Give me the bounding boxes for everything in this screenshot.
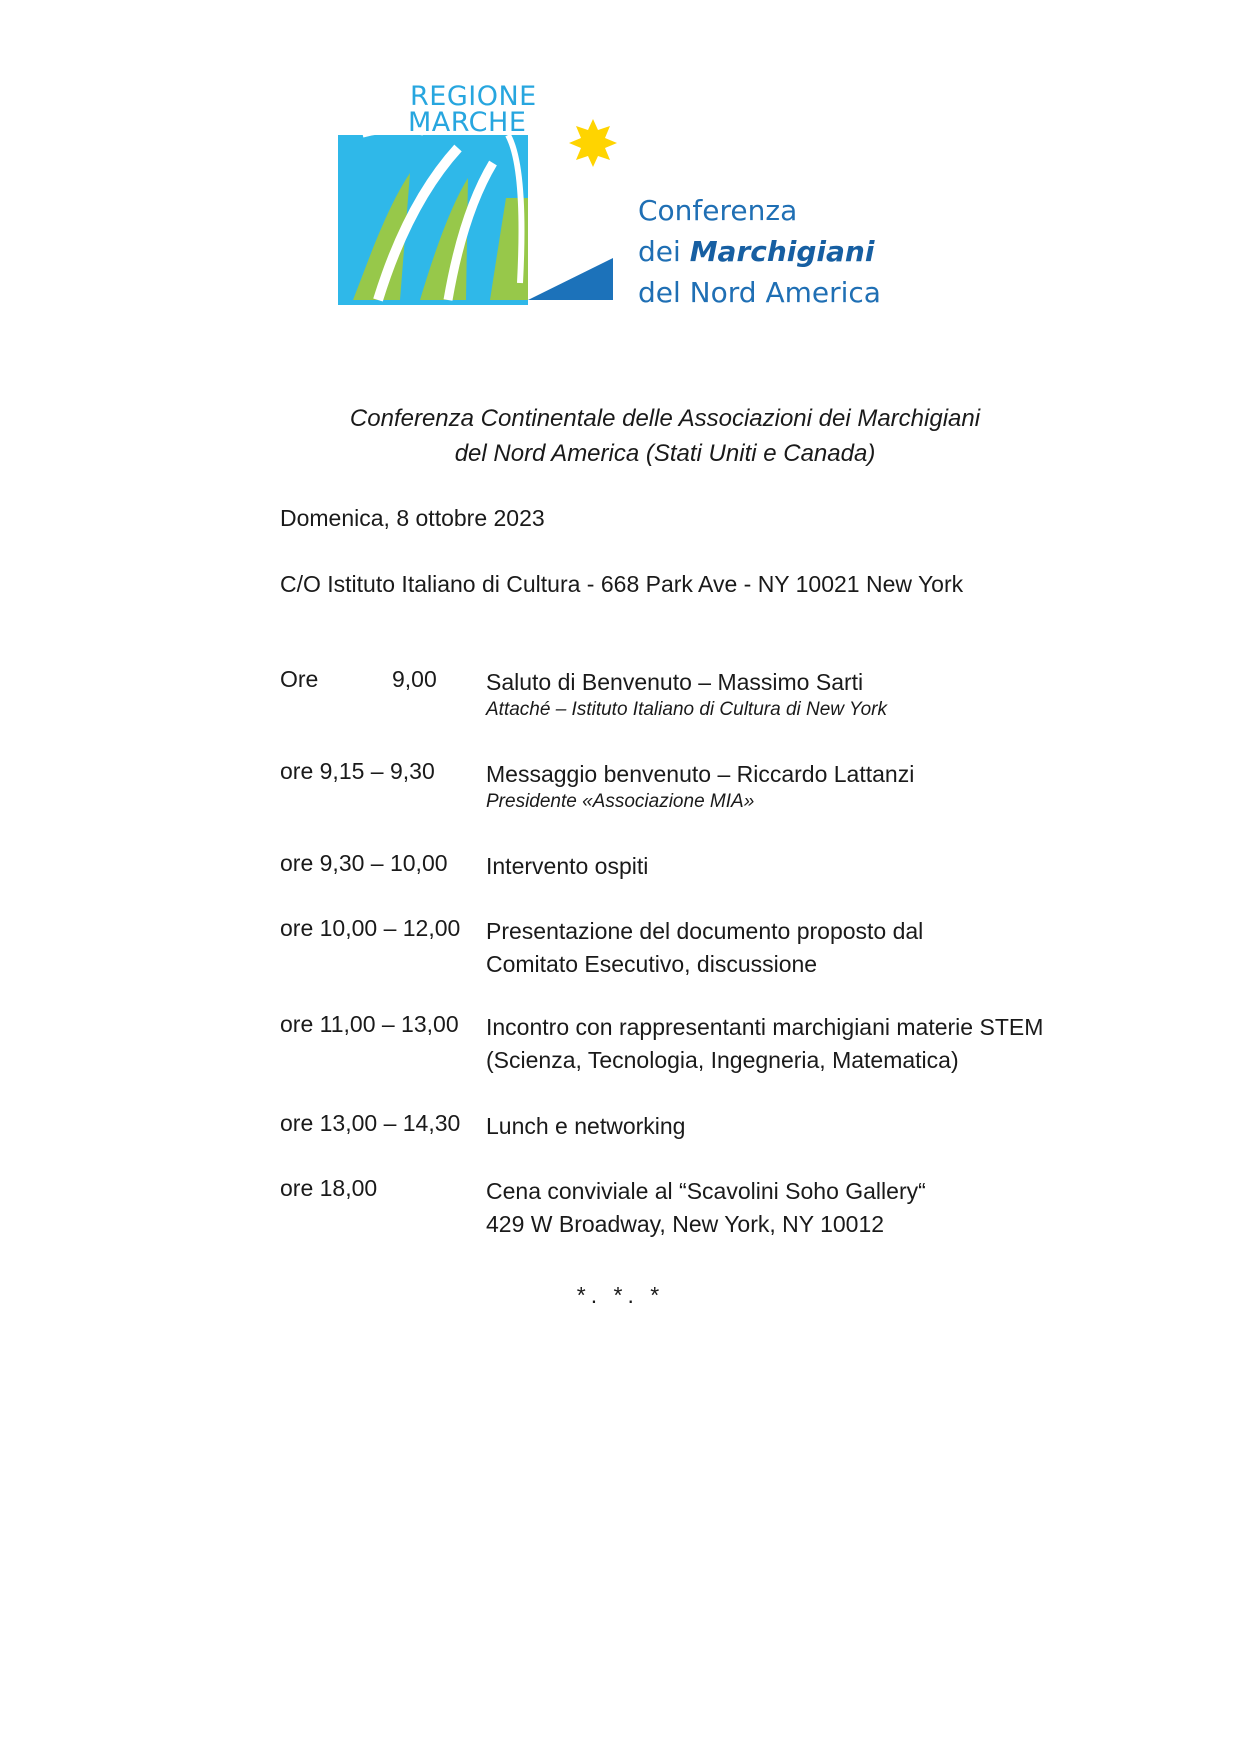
schedule-time-label: Ore bbox=[280, 666, 319, 692]
schedule-subtitle: Presidente «Associazione MIA» bbox=[486, 791, 755, 812]
schedule-subtitle: Attaché – Istituto Italiano di Cultura di New York bbox=[486, 699, 887, 720]
regione-marche-logo bbox=[338, 78, 898, 318]
schedule-description: Incontro con rappresentanti marchigiani materie STEM (Scienza, Tecnologia, Ingegneria, Matematica) bbox=[486, 1014, 1044, 1073]
schedule-time: ore 10,00 – 12,00 bbox=[280, 915, 461, 941]
schedule-description: Cena conviviale al “Scavolini Soho Gallery“ 429 W Broadway, New York, NY 10012 bbox=[486, 1178, 926, 1237]
schedule-description: Presentazione del documento proposto dal Comitato Esecutivo, discussione bbox=[486, 918, 924, 977]
schedule-description: Saluto di Benvenuto – Massimo Sarti bbox=[486, 669, 864, 695]
schedule-time: ore 18,00 bbox=[280, 1175, 378, 1201]
schedule-time: ore 9,30 – 10,00 bbox=[280, 850, 448, 876]
closing-asterisks: *. *. * bbox=[576, 1282, 665, 1308]
schedule-description: Messaggio benvenuto – Riccardo Lattanzi bbox=[486, 761, 915, 787]
schedule-time: ore 13,00 – 14,30 bbox=[280, 1110, 461, 1136]
logo-region-text: REGIONE bbox=[410, 81, 537, 112]
document-title: Conferenza Continentale delle Associazioni dei Marchigiani del Nord America (Stati Uniti e Canada) bbox=[349, 405, 981, 467]
schedule-time: ore 9,15 – 9,30 bbox=[280, 758, 435, 784]
schedule-time-value: 9,00 bbox=[392, 666, 437, 692]
schedule-description: Lunch e networking bbox=[486, 1113, 686, 1139]
schedule-description: Intervento ospiti bbox=[486, 853, 649, 879]
logo-conference-text: Conferenza dei Marchigiani del Nord America bbox=[638, 194, 881, 309]
schedule-time: ore 11,00 – 13,00 bbox=[280, 1011, 459, 1037]
logo-marche-text: MARCHE bbox=[408, 107, 527, 138]
event-venue: C/O Istituto Italiano di Cultura - 668 Park Ave - NY 10021 New York bbox=[280, 571, 964, 597]
event-date: Domenica, 8 ottobre 2023 bbox=[280, 505, 545, 531]
